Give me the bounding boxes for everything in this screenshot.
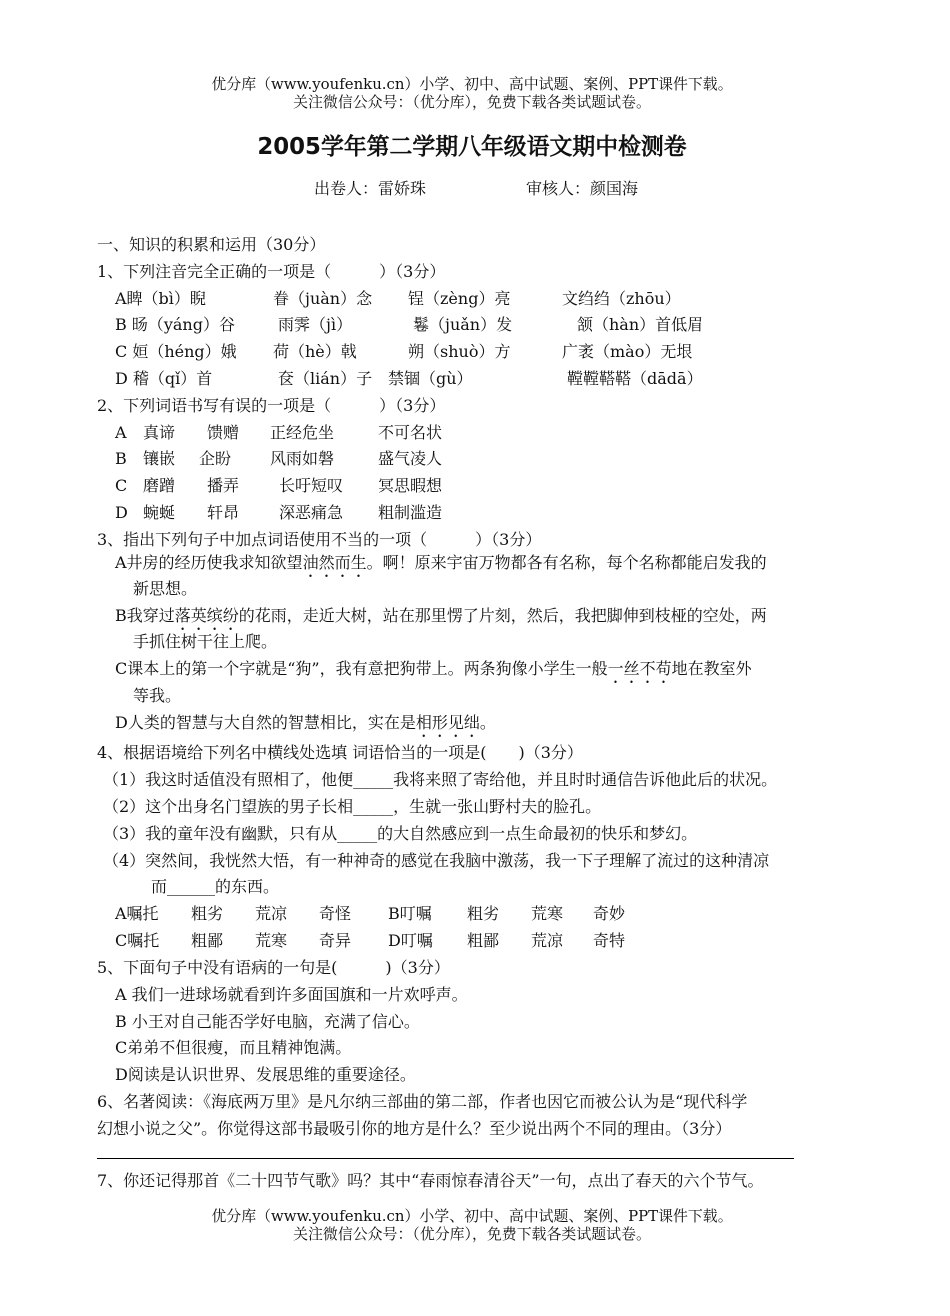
option-cell: C嘱托 [115, 931, 160, 950]
section-heading: 一、知识的积累和运用（30分） [97, 235, 326, 254]
option-cell: 雨霁（jì） [278, 315, 353, 334]
reviewer-name: 审核人：颜国海 [526, 179, 639, 198]
option-text: B我穿过 [115, 606, 175, 625]
sentence-1: （1）我这时适值没有照相了，他便_____我将来照了寄给他，并且时时通信告诉他此后的状况。 [103, 770, 778, 789]
option-cell: 荒凉 [531, 931, 564, 950]
option-d: D阅读是认识世界、发展思维的重要途径。 [115, 1065, 416, 1084]
option-cell: 奇异 [319, 931, 352, 950]
option-cell: 荷（hè）戟 [273, 342, 357, 361]
option-cell: 广袤（mào）无垠 [562, 342, 693, 361]
question-6-line2: 幻想小说之父”。你觉得这部书最吸引你的地方是什么？至少说出两个不同的理由。（3分） [97, 1119, 732, 1138]
site-header-line1: 优分库（www.youfenku.cn）小学、初中、高中试题、案例、PPT课件下载。 [211, 75, 733, 93]
option-cell: D叮嘱 [388, 931, 433, 950]
option-letter: C [115, 476, 128, 495]
option-cell: 深恶痛急 [279, 503, 344, 522]
option-cell: 真谛 [143, 423, 176, 442]
option-cell: B叮嘱 [388, 904, 432, 923]
option-cell: 颔（hàn）首低眉 [577, 315, 704, 334]
option-cell: 企盼 [199, 449, 232, 468]
option-text: D人类的智慧与大自然的智慧相比，实在是 [115, 713, 416, 732]
option-cell: 蜿蜒 [143, 503, 176, 522]
option-text: C课本上的第一个字就是“狗”，我有意把狗带上。两条狗像小学生一般 [115, 659, 608, 678]
option-cell: 荒寒 [255, 931, 288, 950]
option-cell: 馈赠 [207, 423, 240, 442]
site-footer-line2: 关注微信公众号：（优分库），免费下载各类试题试卷。 [293, 1225, 651, 1243]
option-cell: 粗鄙 [191, 931, 224, 950]
option-cell: 荒寒 [531, 904, 564, 923]
option-cell: 播弄 [207, 476, 240, 495]
option-cell: 冥思暇想 [378, 476, 443, 495]
option-cell: 文绉绉（zhōu） [562, 289, 681, 308]
dotted-word: 相形见绌 [415, 713, 480, 732]
option-cell: 正经危坐 [270, 423, 335, 442]
sentence-4: （4）突然间，我恍然大悟，有一种神奇的感觉在我脑中激荡，我一下子理解了流过的这种清凉 [103, 851, 770, 870]
option-text: A井房的经历使我求知欲望 [115, 553, 303, 572]
option-cell: 粗劣 [191, 904, 224, 923]
dotted-word: 一丝不苟 [607, 659, 672, 678]
option-a: A 我们一进球场就看到许多面国旗和一片欢呼声。 [115, 985, 468, 1004]
option-cell: 粗鄙 [467, 931, 500, 950]
option-cell: 磨蹭 [143, 476, 176, 495]
sentence-4-continued: 而______的东西。 [151, 877, 280, 896]
setter-name: 出卷人：雷娇珠 [314, 179, 427, 198]
option-text: 。 [479, 713, 496, 732]
site-header-line2: 关注微信公众号：（优分库），免费下载各类试题试卷。 [293, 93, 651, 111]
question-4-stem: 4、根据语境给下列名中横线处选填 词语恰当的一项是( )（3分） [97, 743, 583, 762]
option-b: B 小王对自己能否学好电脑，充满了信心。 [115, 1012, 420, 1031]
option-c: C弟弟不但很瘦，而且精神饱满。 [115, 1038, 352, 1057]
option-text: 地在教室外 [671, 659, 752, 678]
dotted-word: 油然而生 [302, 553, 367, 572]
option-cell: B 旸（yáng）谷 [115, 315, 235, 334]
option-cell: 奁（lián）子 [278, 369, 373, 388]
option-cell: 风雨如磐 [270, 449, 335, 468]
option-cell: 镶嵌 [143, 449, 176, 468]
site-footer-line1: 优分库（www.youfenku.cn）小学、初中、高中试题、案例、PPT课件下载。 [211, 1207, 733, 1225]
option-cell: 粗劣 [467, 904, 500, 923]
option-cell: 禁锢（gù） [388, 369, 473, 388]
option-cell: 鬈（juǎn）发 [413, 315, 513, 334]
option-a-continued: 新思想。 [133, 579, 198, 598]
option-cell: D 稽（qǐ）首 [115, 369, 213, 388]
answer-line [97, 1158, 794, 1159]
option-a [115, 552, 767, 581]
option-cell: 锃（zèng）亮 [408, 289, 511, 308]
option-text: 的花雨，走近大树，站在那里愣了片刻，然后，我把脚伸到枝桠的空处，两 [238, 606, 767, 625]
question-1-stem: 1、下列注音完全正确的一项是（ ）（3分） [97, 262, 446, 281]
option-c-continued: 等我。 [133, 686, 182, 705]
option-letter: A [115, 423, 127, 442]
option-cell: 荒凉 [255, 904, 288, 923]
question-3-stem: 3、指出下列句子中加点词语使用不当的一项（ ）（3分） [97, 530, 542, 549]
question-7-line1: 7、你还记得那首《二十四节气歌》吗？其中“春雨惊春清谷天”一句，点出了春天的六个节气。 [97, 1171, 764, 1190]
option-letter: B [115, 449, 127, 468]
option-cell: A嘱托 [115, 904, 159, 923]
option-cell: 长吁短叹 [279, 476, 344, 495]
dotted-word: 落英缤纷 [174, 606, 239, 625]
option-cell: 鞺鞺鞳鞳（dādā） [567, 369, 703, 388]
question-5-stem: 5、下面句子中没有语病的一句是( )（3分） [97, 958, 450, 977]
option-cell: 不可名状 [378, 423, 443, 442]
option-cell: 奇妙 [593, 904, 626, 923]
option-d [115, 712, 496, 741]
option-text: 。啊！原来宇宙万物都各有名称，每个名称都能启发我的 [366, 553, 767, 572]
option-cell: 奇特 [593, 931, 626, 950]
sentence-2: （2）这个出身名门望族的男子长相_____，生就一张山野村夫的脸孔。 [103, 797, 602, 816]
option-c [115, 658, 752, 687]
option-cell: 奇怪 [319, 904, 352, 923]
option-letter: D [115, 503, 128, 522]
option-b [115, 605, 767, 634]
option-cell: 眷（juàn）念 [273, 289, 373, 308]
option-cell: 朔（shuò）方 [408, 342, 511, 361]
page-title: 2005学年第二学期八年级语文期中检测卷 [257, 134, 687, 160]
option-cell: 粗制滥造 [378, 503, 443, 522]
option-cell: C 姮（héng）娥 [115, 342, 237, 361]
question-2-stem: 2、下列词语书写有误的一项是（ ）（3分） [97, 396, 446, 415]
option-cell: 盛气凌人 [378, 449, 443, 468]
option-cell: A睥（bì）睨 [115, 289, 206, 308]
question-6-line1: 6、名著阅读：《海底两万里》是凡尔纳三部曲的第二部，作者也因它而被公认为是“现代科学 [97, 1092, 748, 1111]
sentence-3: （3）我的童年没有幽默，只有从_____的大自然感应到一点生命最初的快乐和梦幻。 [103, 824, 698, 843]
option-cell: 轩昂 [207, 503, 240, 522]
option-b-continued: 手抓住树干往上爬。 [133, 632, 278, 651]
